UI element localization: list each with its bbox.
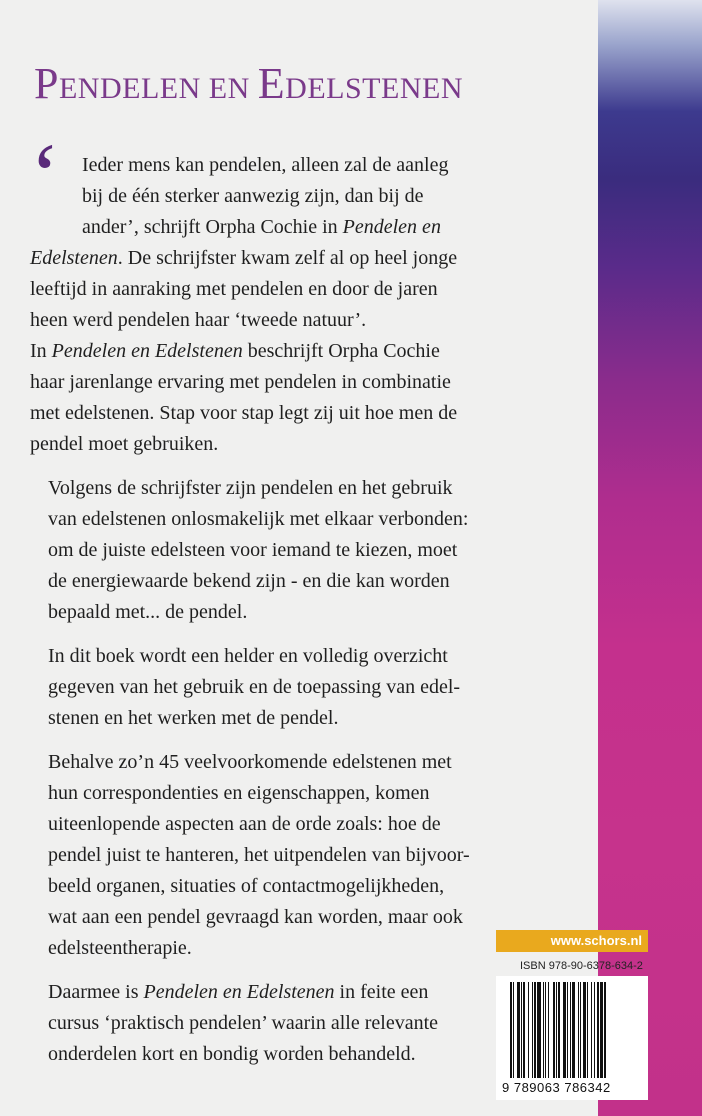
text-line: ander’, schrijft Orpha Cochie in Pendelen en (82, 216, 441, 238)
barcode-panel (496, 976, 648, 1100)
text-line: bepaald met... de pendel. (48, 601, 248, 623)
text-line: In Pendelen en Edelstenen beschrijft Orpha Cochie (30, 340, 440, 362)
text-line: de energiewaarde bekend zijn - en die kan worden (48, 570, 450, 592)
text-line: bij de één sterker aanwezig zijn, dan bij de (82, 185, 424, 207)
text-line: heen werd pendelen haar ‘tweede natuur’. (30, 309, 367, 331)
text-line: Volgens de schrijfster zijn pendelen en het gebruik (48, 477, 453, 499)
opening-quote-mark: ‘ (30, 126, 60, 225)
text-line: wat aan een pendel gevraagd kan worden, maar ook (48, 906, 463, 928)
paragraph (30, 473, 500, 628)
text-line: pendel moet gebruiken. (30, 433, 219, 455)
book-title (34, 58, 574, 109)
paragraph (30, 747, 500, 964)
text-line: Ieder mens kan pendelen, alleen zal de aanleg (82, 154, 449, 176)
paragraph (30, 641, 500, 734)
text-line: met edelstenen. Stap voor stap legt zij uit hoe men de (30, 402, 458, 424)
paragraph (30, 150, 500, 336)
text-line: hun correspondenties en eigenschappen, komen (48, 782, 430, 804)
blurb-text (30, 150, 500, 1070)
text-line: Daarmee is Pendelen en Edelstenen in feite een (48, 981, 429, 1003)
text-line: pendel juist te hanteren, het uitpendelen van bijvoor- (48, 844, 470, 866)
text-line: om de juiste edelsteen voor iemand te kiezen, moet (48, 539, 458, 561)
text-line: cursus ‘praktisch pendelen’ waarin alle relevante (48, 1012, 438, 1034)
text-line: gegeven van het gebruik en de toepassing van edel- (48, 676, 461, 698)
barcode (510, 982, 642, 1078)
text-line: Behalve zo’n 45 veelvoorkomende edelstenen met (48, 751, 452, 773)
paragraph (30, 977, 500, 1070)
text-line: In dit boek wordt een helder en volledig overzicht (48, 645, 448, 667)
text-line: beeld organen, situaties of contactmogelijkheden, (48, 875, 445, 897)
paragraph (30, 336, 500, 460)
title-part-1: P (34, 59, 59, 108)
text-line: leeftijd in aanraking met pendelen en door de jaren (30, 278, 438, 300)
isbn-text: ISBN 978-90-6378-634-2 (520, 960, 643, 972)
title-part-3: E (257, 59, 286, 108)
website-label: www.schors.nl (496, 930, 648, 952)
text-line: haar jarenlange ervaring met pendelen in combinatie (30, 371, 451, 393)
text-line: Edelstenen. De schrijfster kwam zelf al op heel jonge (30, 247, 458, 269)
text-line: edelsteentherapie. (48, 937, 192, 959)
title-part-4: DELSTENEN (285, 72, 463, 105)
text-line: uiteenlopende aspecten aan de orde zoals: hoe de (48, 813, 441, 835)
title-part-2: ENDELEN EN (58, 72, 258, 105)
text-line: stenen en het werken met de pendel. (48, 707, 339, 729)
barcode-bar (606, 982, 607, 1078)
barcode-number: 9 789063 786342 (502, 1080, 611, 1095)
text-line: onderdelen kort en bondig worden behandeld. (48, 1043, 416, 1065)
text-line: van edelstenen onlosmakelijk met elkaar verbonden: (48, 508, 469, 530)
